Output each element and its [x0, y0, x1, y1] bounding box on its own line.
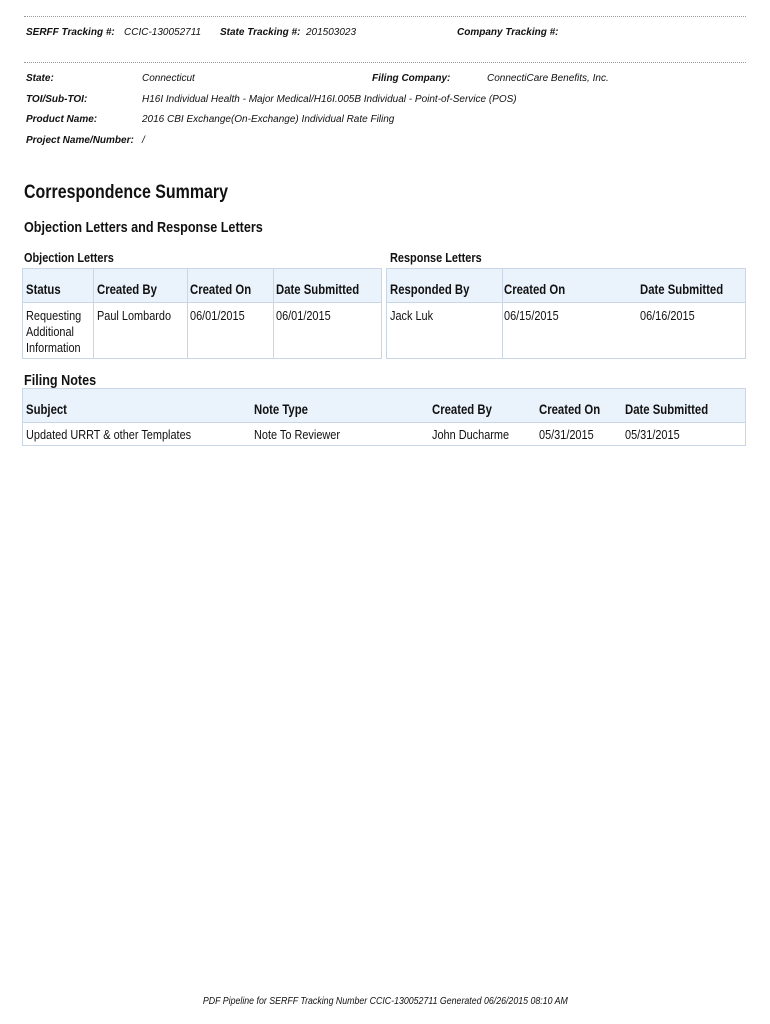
response-letters-table [386, 268, 746, 359]
created-on-cell: 06/01/2015 [190, 308, 245, 323]
filing-notes-table [22, 388, 746, 446]
response-letters-title: Response Letters [390, 250, 482, 265]
company-tracking-label: Company Tracking #: [457, 27, 559, 38]
product-name-label: Product Name: [26, 114, 98, 125]
column-header-status: Status [26, 282, 61, 297]
status-line: Additional [26, 324, 74, 339]
column-header-responded-by: Responded By [390, 282, 470, 297]
responded-by-cell: Jack Luk [390, 308, 434, 323]
toi-label: TOI/Sub-TOI: [26, 94, 88, 105]
column-header-created-by: Created By [97, 282, 157, 297]
status-line: Information [26, 340, 81, 355]
column-divider [502, 269, 503, 358]
header-divider [24, 62, 746, 63]
created-on-cell: 06/15/2015 [504, 308, 559, 323]
state-value: Connecticut [142, 73, 195, 84]
column-header-date-submitted: Date Submitted [625, 402, 709, 417]
state-tracking-label: State Tracking #: [220, 27, 301, 38]
objection-letters-title: Objection Letters [24, 250, 114, 265]
project-value: / [142, 135, 145, 146]
serff-tracking-value: CCIC-130052711 [124, 27, 202, 38]
objection-letters-table [22, 268, 382, 359]
subject-cell: Updated URRT & other Templates [26, 427, 192, 442]
page-footer [0, 996, 770, 1007]
date-submitted-cell: 05/31/2015 [625, 427, 680, 442]
product-name-value: 2016 CBI Exchange(On-Exchange) Individual Rate Filing [142, 114, 395, 125]
footer-text: PDF Pipeline for SERFF Tracking Number CCIC-130052711 Generated 06/26/2015 08:10 AM [202, 996, 568, 1007]
column-header-created-on: Created On [504, 282, 566, 297]
created-on-cell: 05/31/2015 [539, 427, 594, 442]
column-divider [187, 269, 188, 358]
filing-notes-title: Filing Notes [24, 372, 97, 389]
column-divider [273, 269, 274, 358]
page-title: Correspondence Summary [24, 182, 229, 203]
serff-tracking-label: SERFF Tracking #: [26, 27, 115, 38]
column-header-date-submitted: Date Submitted [276, 282, 360, 297]
column-header-subject: Subject [26, 402, 67, 417]
created-by-cell: Paul Lombardo [97, 308, 172, 323]
created-by-cell: John Ducharme [432, 427, 510, 442]
column-header-created-on: Created On [190, 282, 252, 297]
project-label: Project Name/Number: [26, 135, 134, 146]
column-divider [93, 269, 94, 358]
date-submitted-cell: 06/01/2015 [276, 308, 331, 323]
date-submitted-cell: 06/16/2015 [640, 308, 695, 323]
note-type-cell: Note To Reviewer [254, 427, 340, 442]
state-tracking-value: 201503023 [306, 27, 357, 38]
column-header-created-by: Created By [432, 402, 492, 417]
filing-company-label: Filing Company: [372, 73, 451, 84]
top-divider [24, 16, 746, 17]
column-header-date-submitted: Date Submitted [640, 282, 724, 297]
toi-value: H16I Individual Health - Major Medical/H16I.005B Individual - Point-of-Service (POS) [142, 94, 517, 105]
section-title: Objection Letters and Response Letters [24, 219, 263, 236]
state-label: State: [26, 73, 54, 84]
column-header-note-type: Note Type [254, 402, 308, 417]
status-line: Requesting [26, 308, 82, 323]
column-header-created-on: Created On [539, 402, 601, 417]
filing-company-value: ConnectiCare Benefits, Inc. [487, 73, 609, 84]
